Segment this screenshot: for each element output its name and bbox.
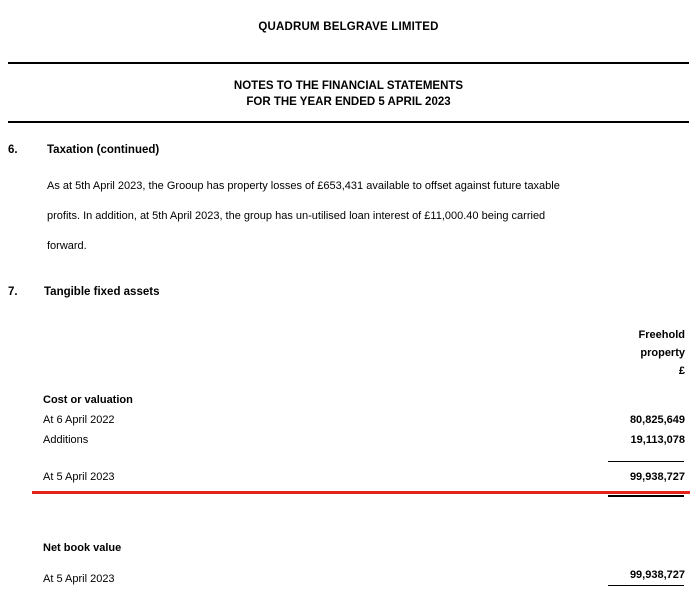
notes-title bbox=[0, 78, 697, 110]
section-6-number: 6. bbox=[8, 144, 18, 156]
nbv-row-label: At 5 April 2023 bbox=[43, 573, 115, 585]
company-name: QUADRUM BELGRAVE LIMITED bbox=[258, 21, 439, 33]
notes-title-line2: FOR THE YEAR ENDED 5 APRIL 2023 bbox=[246, 96, 451, 108]
section-6-title: Taxation (continued) bbox=[47, 144, 160, 156]
section-6-line-2: profits. In addition, at 5th April 2023, the group has un-utilised loan interest of £11,000.40 being carried bbox=[47, 210, 546, 222]
row-value-additions: 19,113,078 bbox=[630, 434, 685, 446]
column-header-line-1: Freehold bbox=[638, 329, 685, 341]
notes-title-line1: NOTES TO THE FINANCIAL STATEMENTS bbox=[233, 80, 464, 92]
row-value-opening: 80,825,649 bbox=[629, 414, 685, 426]
section-6-line-1: As at 5th April 2023, the Grooup has property losses of £653,431 available to offset against future taxable bbox=[47, 180, 560, 192]
column-header-freehold-property bbox=[565, 326, 685, 380]
section-6-line-3: forward. bbox=[47, 240, 87, 252]
nbv-underline bbox=[608, 585, 684, 586]
section-7-title: Tangible fixed assets bbox=[44, 286, 160, 298]
header-rule-top bbox=[8, 62, 689, 64]
row-label-closing: At 5 April 2023 bbox=[43, 471, 115, 483]
red-highlight-line bbox=[32, 491, 690, 494]
header-rule-bottom bbox=[8, 121, 689, 123]
row-label-additions: Additions bbox=[43, 434, 89, 446]
column-header-currency: £ bbox=[678, 365, 685, 377]
row-value-closing: 99,938,727 bbox=[629, 471, 685, 483]
row-label-opening: At 6 April 2022 bbox=[43, 414, 115, 426]
total-double-rule bbox=[608, 495, 684, 497]
nbv-row-value: 99,938,727 bbox=[629, 569, 685, 581]
cost-or-valuation-heading: Cost or valuation bbox=[43, 394, 133, 406]
section-7-number: 7. bbox=[8, 286, 18, 298]
net-book-value-heading: Net book value bbox=[43, 542, 122, 554]
subtotal-rule bbox=[608, 461, 684, 462]
column-header-line-2: property bbox=[640, 347, 685, 359]
